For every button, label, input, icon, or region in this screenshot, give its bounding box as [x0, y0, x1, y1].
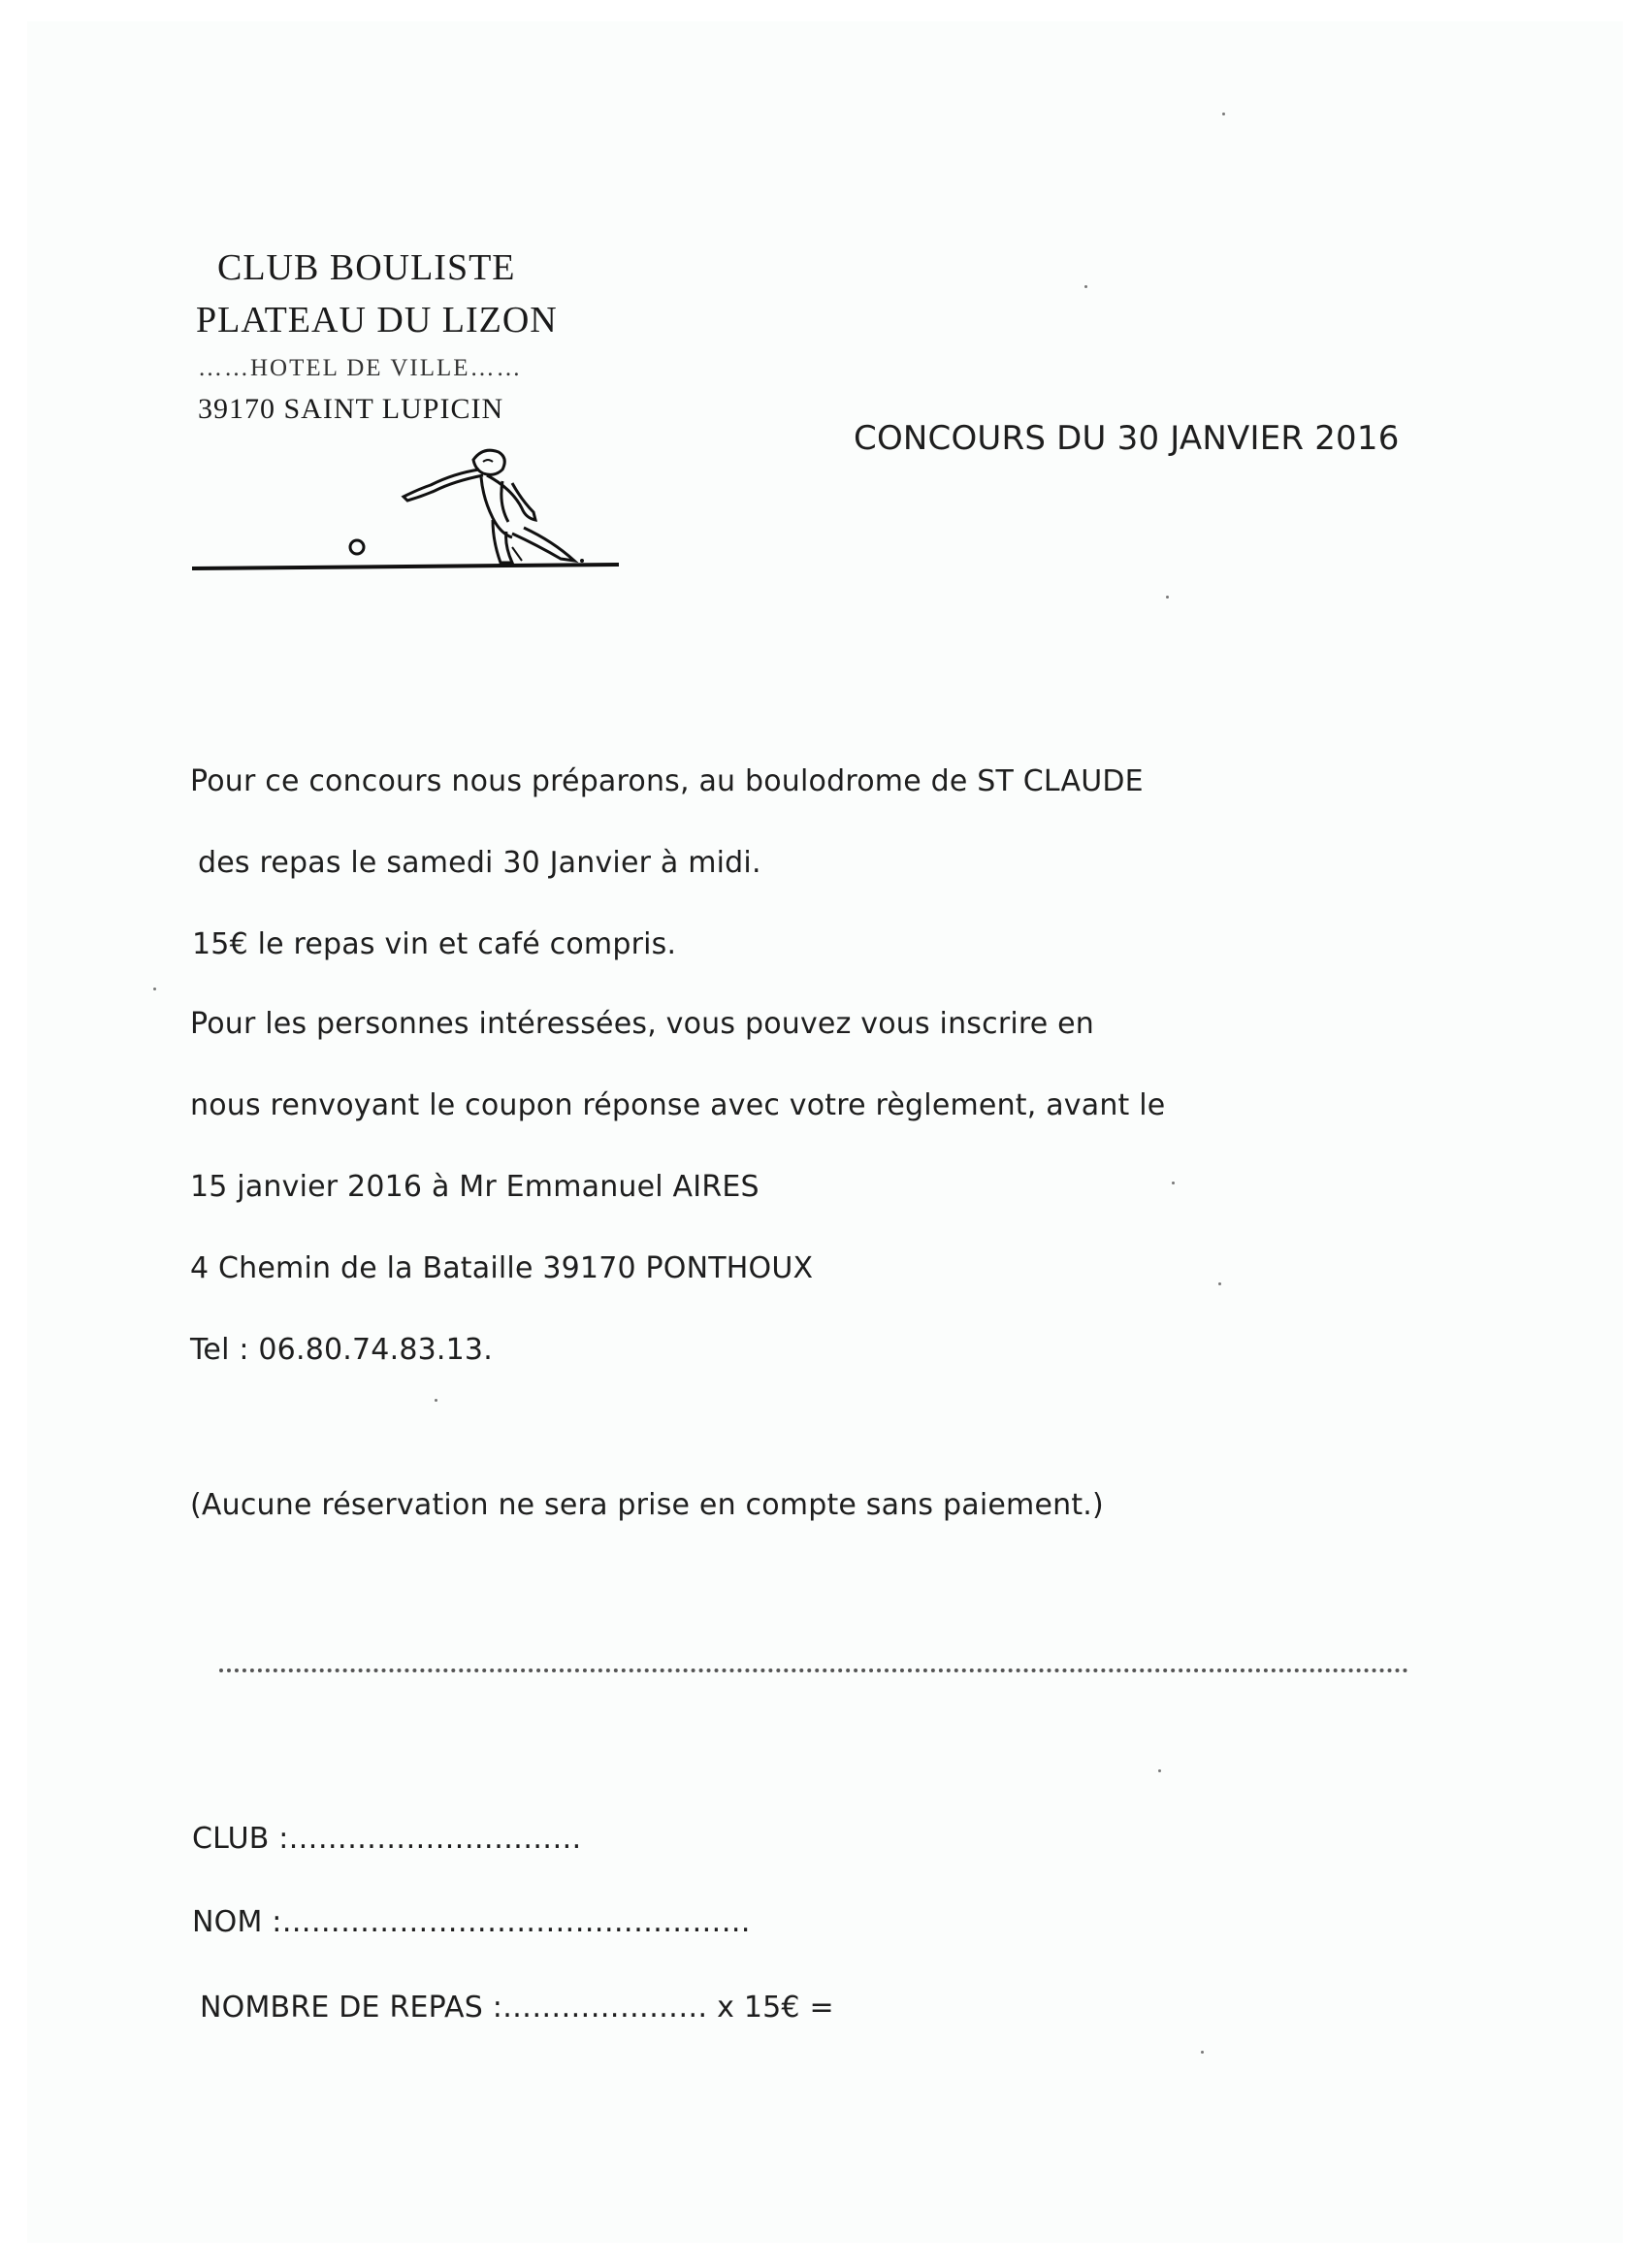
coupon-club-field: CLUB :…………………………	[192, 1822, 582, 1856]
scan-speck	[1172, 1182, 1175, 1184]
document-page	[27, 21, 1623, 2243]
scan-speck	[1222, 113, 1225, 115]
club-name-line2: PLATEAU DU LIZON	[196, 300, 558, 340]
scan-speck	[1158, 1769, 1161, 1772]
body-line-1: Pour ce concours nous préparons, au boulodrome de ST CLAUDE	[190, 764, 1144, 798]
body-line-2: des repas le samedi 30 Janvier à midi.	[198, 846, 761, 880]
body-line-7: 4 Chemin de la Bataille 39170 PONTHOUX	[190, 1251, 814, 1285]
club-name-line1: CLUB BOULISTE	[217, 247, 516, 288]
body-line-6: 15 janvier 2016 à Mr Emmanuel AIRES	[190, 1170, 760, 1204]
body-line-5: nous renvoyant le coupon réponse avec votre règlement, avant le	[190, 1088, 1166, 1122]
payment-note: (Aucune réservation ne sera prise en compte sans paiement.)	[190, 1488, 1104, 1522]
body-line-4: Pour les personnes intéressées, vous pouvez vous inscrire en	[190, 1007, 1095, 1041]
club-address-line2: 39170 SAINT LUPICIN	[198, 393, 504, 425]
body-line-3: 15€ le repas vin et café compris.	[192, 927, 677, 961]
cut-line	[219, 1669, 1408, 1672]
scan-speck	[1218, 1282, 1221, 1285]
scan-speck	[1201, 2051, 1204, 2054]
scan-speck	[1166, 596, 1169, 599]
club-address-line1: ……HOTEL DE VILLE……	[198, 355, 523, 381]
scan-speck	[435, 1399, 437, 1402]
coupon-name-field: NOM :…………………………………………	[192, 1905, 751, 1939]
body-line-8: Tel : 06.80.74.83.13.	[190, 1333, 493, 1367]
scan-speck	[1084, 285, 1087, 288]
boules-player-icon	[192, 440, 629, 576]
contest-title: CONCOURS DU 30 JANVIER 2016	[854, 419, 1400, 458]
scan-speck	[153, 988, 156, 990]
coupon-meals-field: NOMBRE DE REPAS :………………… x 15€ =	[200, 1991, 834, 2025]
